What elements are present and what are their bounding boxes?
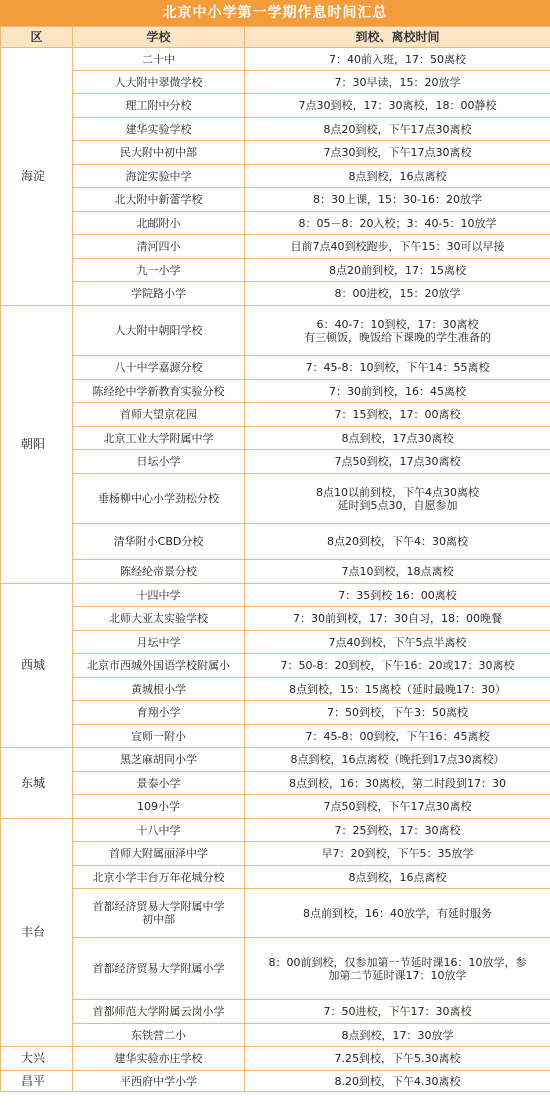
time-cell: 7：40前入班，17：50离校: [245, 48, 550, 71]
table-row: [1, 427, 550, 450]
table-row: [1, 607, 550, 631]
school-cell: 人大附中朝阳学校: [73, 306, 245, 356]
table-row: [1, 938, 550, 1000]
school-cell: 首都经济贸易大学附属中学 初中部: [73, 889, 245, 938]
table-row: [1, 584, 550, 607]
school-cell: 学院路小学: [73, 282, 245, 306]
time-cell: 7：45-8：00到校，下午16：45离校: [245, 725, 550, 748]
school-cell: 北大附中新蕾学校: [73, 188, 245, 212]
header-school: 学校: [73, 27, 245, 48]
table-row: [1, 654, 550, 678]
time-cell: 8：00进校，15：20放学: [245, 282, 550, 306]
school-cell: 北京小学丰台万年花城分校: [73, 866, 245, 889]
school-cell: 人大附中翠微学校: [73, 71, 245, 94]
district-cell: 朝阳: [1, 306, 73, 584]
table-row: [1, 141, 550, 165]
time-cell: 7点40到校，下午5点半离校: [245, 631, 550, 654]
school-cell: 月坛中学: [73, 631, 245, 654]
school-cell: 清华附小CBD分校: [73, 524, 245, 560]
time-cell: 7点30到校，17：30离校，18：00静校: [245, 94, 550, 118]
school-cell: 黄城根小学: [73, 678, 245, 701]
time-cell: 8点到校，16：30离校，第二时段到17：30: [245, 772, 550, 795]
table-row: [1, 560, 550, 584]
time-cell: 8点到校，15：15离校（延时最晚17：30）: [245, 678, 550, 701]
table-row: [1, 212, 550, 235]
table-row: [1, 71, 550, 94]
school-cell: 首都师范大学附属云岗小学: [73, 1000, 245, 1024]
school-cell: 北师大亚太实验学校: [73, 607, 245, 631]
school-cell: 二十中: [73, 48, 245, 71]
table-row: [1, 235, 550, 259]
header-district: 区: [1, 27, 73, 48]
school-cell: 陈经纶中学新教育实验分校: [73, 380, 245, 403]
time-cell: 7：30前到校，16：45离校: [245, 380, 550, 403]
school-cell: 平西府中学小学: [73, 1071, 245, 1092]
table-row: [1, 678, 550, 701]
table-row: [1, 188, 550, 212]
time-cell: 7.25到校，下午5.30离校: [245, 1047, 550, 1071]
table-row: [1, 118, 550, 141]
school-cell: 九一小学: [73, 259, 245, 282]
table-row: [1, 842, 550, 866]
school-cell: 理工附中分校: [73, 94, 245, 118]
school-cell: 民大附中初中部: [73, 141, 245, 165]
table-row: [1, 631, 550, 654]
table-row: [1, 282, 550, 306]
time-cell: 8点到校，17点30离校: [245, 427, 550, 450]
school-cell: 黑芝麻胡同小学: [73, 748, 245, 772]
school-cell: 十四中学: [73, 584, 245, 607]
time-cell: 8点到校，16点离校: [245, 165, 550, 188]
table-row: [1, 819, 550, 842]
district-cell: 西城: [1, 584, 73, 748]
time-cell: 8点10以前到校，下午4点30离校 延时到5点30，自愿参加: [245, 474, 550, 524]
time-cell: 7：25到校，17：30离校: [245, 819, 550, 842]
time-cell: 8点20前到校，17：15离校: [245, 259, 550, 282]
time-cell: 7点30到校，下午17点30离校: [245, 141, 550, 165]
time-cell: 7点10到校，18点离校: [245, 560, 550, 584]
time-cell: 7点50到校，17点30离校: [245, 450, 550, 474]
school-cell: 北京市西城外国语学校附属小: [73, 654, 245, 678]
school-cell: 北邮附小: [73, 212, 245, 235]
school-cell: 首师大附属丽泽中学: [73, 842, 245, 866]
page-title: 北京中小学第一学期作息时间汇总: [0, 0, 550, 26]
table-row: [1, 474, 550, 524]
table-row: [1, 889, 550, 938]
time-cell: 早7：20到校，下午5：35放学: [245, 842, 550, 866]
header-time: 到校、离校时间: [245, 27, 550, 48]
time-cell: 7点50到校，下午17点30离校: [245, 795, 550, 819]
table-row: [1, 866, 550, 889]
time-cell: 8点前到校，16：40放学，有延时服务: [245, 889, 550, 938]
district-cell: 海淀: [1, 48, 73, 306]
district-cell: 丰台: [1, 819, 73, 1047]
time-cell: 8点到校，17：30放学: [245, 1024, 550, 1047]
school-cell: 东铁营二小: [73, 1024, 245, 1047]
school-cell: 首师大望京花园: [73, 403, 245, 427]
time-cell: 7：30前到校，17：30自习，18：00晚餐: [245, 607, 550, 631]
district-cell: 大兴: [1, 1047, 73, 1071]
time-cell: 8：00前到校，仅参加第一节延时课16：10放学，参 加第二节延时课17：10放学: [245, 938, 550, 1000]
table-row: [1, 403, 550, 427]
table-row: [1, 701, 550, 725]
time-cell: 8点到校，16点离校: [245, 866, 550, 889]
table-row: [1, 1024, 550, 1047]
time-cell: 目前7点40到校跑步，下午15：30可以早接: [245, 235, 550, 259]
time-cell: 7：50进校，下午17：30离校: [245, 1000, 550, 1024]
time-cell: 7：15到校，17：00离校: [245, 403, 550, 427]
table-row: [1, 259, 550, 282]
school-cell: 海淀实验中学: [73, 165, 245, 188]
table-row: [1, 772, 550, 795]
school-cell: 日坛小学: [73, 450, 245, 474]
time-cell: 7：50-8：20到校，下午16：20或17：30离校: [245, 654, 550, 678]
district-cell: 东城: [1, 748, 73, 819]
time-cell: 8：30上课，15：30-16：20放学: [245, 188, 550, 212]
school-cell: 垂杨柳中心小学劲松分校: [73, 474, 245, 524]
time-cell: 7：50到校，下午3：50离校: [245, 701, 550, 725]
table-row: [1, 48, 550, 71]
school-cell: 北京工业大学附属中学: [73, 427, 245, 450]
table-row: [1, 94, 550, 118]
time-cell: 6：40-7：10到校，17：30离校 有三顿饭，晚饭给下课晚的学生准备的: [245, 306, 550, 356]
table-row: [1, 1000, 550, 1024]
school-cell: 八十中学嘉源分校: [73, 356, 245, 380]
table-row: [1, 748, 550, 772]
school-cell: 十八中学: [73, 819, 245, 842]
time-cell: 8.20到校，下午4.30离校: [245, 1071, 550, 1092]
school-cell: 陈经纶帝景分校: [73, 560, 245, 584]
school-cell: 宣师一附小: [73, 725, 245, 748]
school-cell: 清河四小: [73, 235, 245, 259]
time-cell: 7：30早读，15：20放学: [245, 71, 550, 94]
table-row: [1, 524, 550, 560]
table-row: [1, 1071, 550, 1092]
table-row: [1, 380, 550, 403]
time-cell: 8：05－8：20入校；3：40-5：10放学: [245, 212, 550, 235]
school-cell: 建华实验学校: [73, 118, 245, 141]
schedule-body: [1, 48, 550, 1092]
table-row: [1, 1047, 550, 1071]
schedule-table: [0, 26, 550, 1092]
header-row: [1, 27, 550, 48]
time-cell: 8点20到校，下午17点30离校: [245, 118, 550, 141]
school-cell: 景泰小学: [73, 772, 245, 795]
table-row: [1, 450, 550, 474]
table-row: [1, 795, 550, 819]
district-cell: 昌平: [1, 1071, 73, 1092]
school-cell: 育翔小学: [73, 701, 245, 725]
school-cell: 建华实验亦庄学校: [73, 1047, 245, 1071]
school-cell: 109小学: [73, 795, 245, 819]
table-row: [1, 165, 550, 188]
school-cell: 首都经济贸易大学附属小学: [73, 938, 245, 1000]
table-row: [1, 356, 550, 380]
time-cell: 8点到校，16点离校（晚托到17点30离校）: [245, 748, 550, 772]
time-cell: 8点20到校，下午4：30离校: [245, 524, 550, 560]
time-cell: 7：45-8：10到校，下午14：55离校: [245, 356, 550, 380]
table-row: [1, 725, 550, 748]
time-cell: 7：35到校 16：00离校: [245, 584, 550, 607]
table-row: [1, 306, 550, 356]
